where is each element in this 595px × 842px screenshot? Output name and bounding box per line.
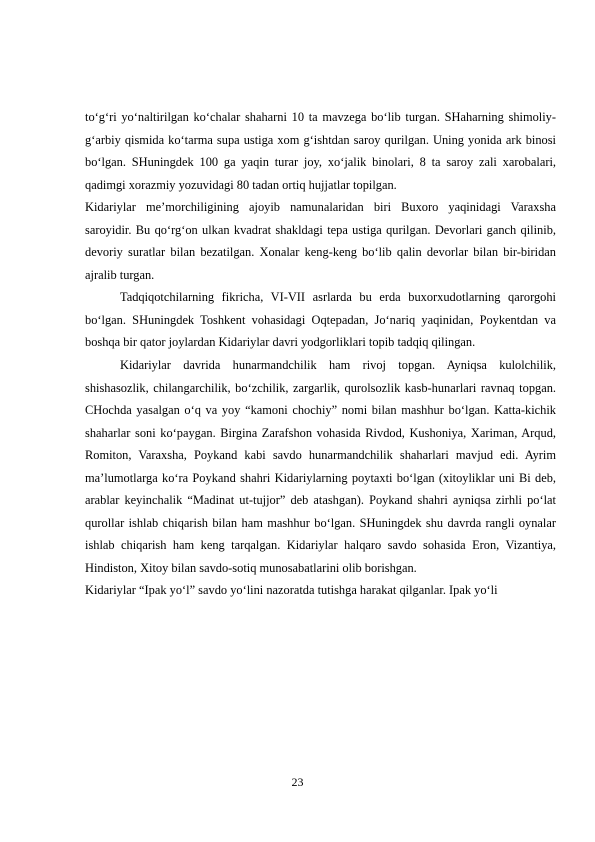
paragraph-3: Tadqiqotchilarning fikricha, VI-VII asrlarda bu erda buxorxudotlarning qarorgohi bo‘lgan. SHuningdek Toshkent vohasidagi Oqtepadan, Jo‘nariq yaqinidan, Poykentdan va boshqa bir qator joylardan Kidariylar davri yodgorliklari topib tadqiq qilingan. bbox=[85, 290, 556, 350]
paragraph-4: Kidariylar davrida hunarmandchilik ham rivoj topgan. Ayniqsa kulolchilik, shishasozlik, chilangarchilik, bo‘zchilik, zargarlik, qurolsozlik kasb-hunarlari ravnaq topgan. CHochda yasalgan o‘q va yoy “kamoni chochiy” nomi bilan mashhur bo‘lgan. Katta-kichik shaharlar soni ko‘paygan. Birgina Zarafshon vohasida Rivdod, Kushoniya, Xariman, Arqud, Romiton, Varaxsha, Poykand kabi savdo hunarmandchilik shaharlari mavjud edi. Ayrim ma’lumotlarga ko‘ra Poykand shahri Kidariylarning poytaxti bo‘lgan (xitoyliklar uni Bi deb, arablar keyinchalik “Madinat ut-tujjor” deb atashgan). Poykand shahri ayniqsa zirhli po‘lat qurollar ishlab chiqarish bilan ham mashhur bo‘lgan. SHuningdek shu davrda rangli oynalar ishlab chiqarish ham keng tarqalgan. Kidariylar halqaro savdo sohasida Eron, Vizantiya, Hindiston, Xitoy bilan savdo-sotiq munosabatlarini olib borishgan. bbox=[85, 358, 556, 575]
document-body bbox=[85, 106, 556, 602]
page-number: 23 bbox=[291, 775, 304, 789]
paragraph-2: Kidariylar me’morchiligining ajoyib namunalaridan biri Buxoro yaqinidagi Varaxsha saroyidir. Bu qo‘rg‘on ulkan kvadrat shakldagi tepa ustiga qurilgan. Devorlari ganch qilinib, devoriy suratlar bilan bezatilgan. Xonalar keng-keng bo‘lib qalin devorlar bilan bir-biridan ajralib turgan. bbox=[85, 200, 556, 282]
paragraph-5: Kidariylar “Ipak yo‘l” savdo yo‘lini nazoratda tutishga harakat qilganlar. Ipak yo‘li bbox=[85, 583, 498, 598]
paragraph-1: to‘g‘ri yo‘naltirilgan ko‘chalar shaharni 10 ta mavzega bo‘lib turgan. SHaharning shimoliy-g‘arbiy qismida ko‘tarma supa ustiga xom g‘ishtdan saroy qurilgan. Uning yonida ark binosi bo‘lgan. SHuningdek 100 ga yaqin turar joy, xo‘jalik binolari, 8 ta saroy zali xarobalari, qadimgi xorazmiy yozuvidagi 80 tadan ortiq hujjatlar topilgan. bbox=[85, 110, 556, 192]
